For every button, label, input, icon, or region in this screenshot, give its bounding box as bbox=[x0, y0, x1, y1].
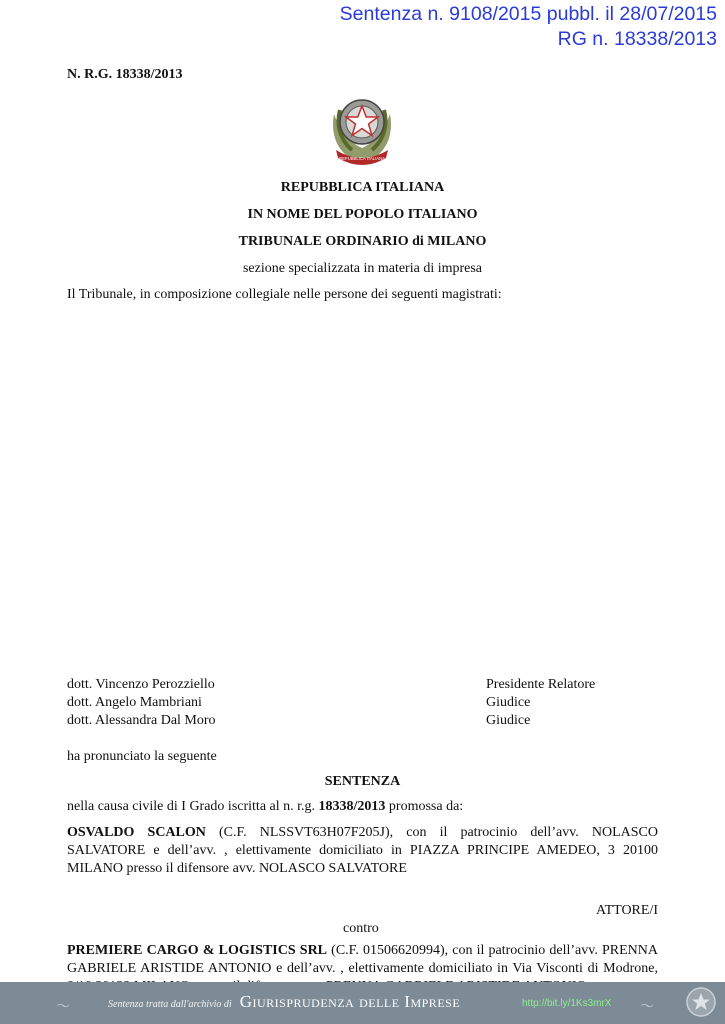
document-header bbox=[340, 2, 717, 52]
sentenza-number: Sentenza n. 9108/2015 pubbl. il 28/07/2015 bbox=[339, 3, 717, 25]
ornament-right-icon: 〜 bbox=[640, 1000, 654, 1015]
title-section: sezione specializzata in materia di impresa bbox=[242, 261, 483, 276]
italian-republic-emblem bbox=[326, 84, 398, 168]
convenuto-name: PREMIERE CARGO & LOGISTICS SRL bbox=[67, 943, 328, 958]
judge-3-name: dott. Alessandra Dal Moro bbox=[67, 713, 216, 728]
contro-text: contro bbox=[343, 921, 379, 936]
judge-2-name: dott. Angelo Mambriani bbox=[67, 695, 202, 710]
attore-paragraph: OSVALDO SCALON (C.F. NLSSVT63H07F205J), con il patrocinio dell’avv. NOLASCO SALVATORE e dell’avv. , elettivamente domiciliato in PIAZZA PRINCIPE AMEDEO, 3 20100 MILANO presso il difensore avv. NOLASCO SALVATORE bbox=[67, 825, 658, 876]
archive-brand: Sentenza tratta dall'archivio di Giurisprudenza delle Imprese bbox=[108, 992, 461, 1011]
judge-1-role: Presidente Relatore bbox=[486, 677, 596, 692]
causa-text: nella causa civile di I Grado iscritta al n. r.g. 18338/2013 promossa da: bbox=[67, 799, 464, 814]
rg-number: RG n. 18338/2013 bbox=[557, 28, 717, 50]
judge-2-role: Giudice bbox=[486, 695, 531, 710]
attore-name: OSVALDO SCALON bbox=[67, 825, 206, 840]
title-people: IN NOME DEL POPOLO ITALIANO bbox=[247, 207, 478, 222]
emblem-ribbon-text: REPUBBLICA ITALIANA bbox=[339, 156, 385, 161]
nrg-label: N. R.G. 18338/2013 bbox=[67, 67, 183, 82]
causa-number: 18338/2013 bbox=[318, 799, 386, 814]
archive-link[interactable]: http://bit.ly/1Ks3mrX bbox=[522, 998, 612, 1009]
judge-3-role: Giudice bbox=[486, 713, 531, 728]
title-tribunal: TRIBUNALE ORDINARIO di MILANO bbox=[238, 234, 487, 249]
intro-text: Il Tribunale, in composizione collegiale nelle persone dei seguenti magistrati: bbox=[67, 287, 502, 302]
pronounced-text: ha pronunciato la seguente bbox=[67, 749, 217, 764]
archive-footer bbox=[0, 982, 725, 1024]
seal-icon bbox=[685, 986, 717, 1020]
ornament-left-icon: 〜 bbox=[56, 1000, 70, 1015]
title-republic: REPUBBLICA ITALIANA bbox=[280, 180, 445, 195]
attore-role: ATTORE/I bbox=[596, 903, 658, 918]
brand-name: Giurisprudenza delle Imprese bbox=[239, 992, 461, 1011]
sentenza-heading: SENTENZA bbox=[324, 774, 401, 789]
judge-1-name: dott. Vincenzo Perozziello bbox=[67, 677, 215, 692]
convenuto-paragraph: PREMIERE CARGO & LOGISTICS SRL (C.F. 01506620994), con il patrocinio dell’avv. PRENNA GABRIELE ARISTIDE ANTONIO e dell’avv. , elettivamente domiciliato in Via Visconti di Modrone, bbox=[67, 943, 659, 976]
